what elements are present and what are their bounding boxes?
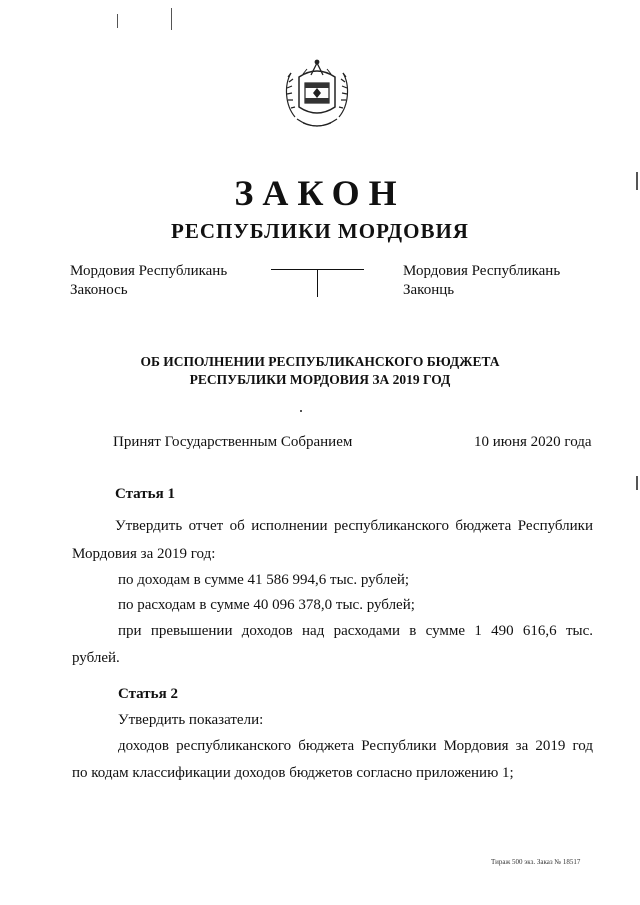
adopted-by: Принят Государственным Собранием	[113, 434, 353, 450]
article-2-paragraph-1: Утвердить показатели:	[118, 712, 264, 728]
adoption-date: 10 июня 2020 года	[474, 434, 592, 450]
law-heading-line-1: ОБ ИСПОЛНЕНИИ РЕСПУБЛИКАНСКОГО БЮДЖЕТА	[140, 354, 500, 369]
print-info: Тираж 500 экз. Заказ № 18517	[491, 858, 581, 866]
article-2-title: Статья 2	[118, 686, 178, 702]
right-caption-line-1: Мордовия Республикань	[403, 263, 561, 279]
coat-of-arms-emblem	[281, 55, 353, 135]
left-caption-line-2: Законось	[70, 282, 128, 298]
scan-mark	[171, 8, 172, 30]
scan-mark	[636, 172, 638, 190]
left-caption	[70, 262, 227, 300]
article-1-surplus-line-2: рублей.	[72, 650, 120, 666]
scan-mark	[300, 410, 302, 412]
article-2-paragraph-2-line-1: доходов республиканского бюджета Республики Мордовия за 2019 год	[118, 738, 593, 754]
document-title: ЗАКОН	[234, 173, 406, 213]
document-subtitle: РЕСПУБЛИКИ МОРДОВИЯ	[171, 219, 469, 243]
header-divider-vertical	[317, 269, 318, 297]
right-caption-line-2: Законць	[403, 282, 455, 298]
article-1-paragraph-line-1: Утвердить отчет об исполнении республиканского бюджета Республики	[115, 518, 593, 534]
law-heading-line-2: РЕСПУБЛИКИ МОРДОВИЯ ЗА 2019 ГОД	[189, 372, 451, 387]
article-2-paragraph-2-line-2: по кодам классификации доходов бюджетов согласно приложению 1;	[72, 765, 514, 781]
right-caption	[403, 262, 560, 300]
article-1-surplus-line-1: при превышении доходов над расходами в сумме 1 490 616,6 тыс.	[118, 623, 593, 639]
article-1-paragraph-line-2: Мордовия за 2019 год:	[72, 546, 216, 562]
law-heading	[0, 353, 640, 389]
scan-mark	[636, 476, 638, 490]
left-caption-line-1: Мордовия Республикань	[70, 263, 228, 279]
article-1-expense: по расходам в сумме 40 096 378,0 тыс. рублей;	[118, 597, 415, 613]
scan-mark	[117, 14, 118, 28]
article-1-title: Статья 1	[115, 486, 175, 502]
article-1-income: по доходам в сумме 41 586 994,6 тыс. рублей;	[118, 572, 410, 588]
